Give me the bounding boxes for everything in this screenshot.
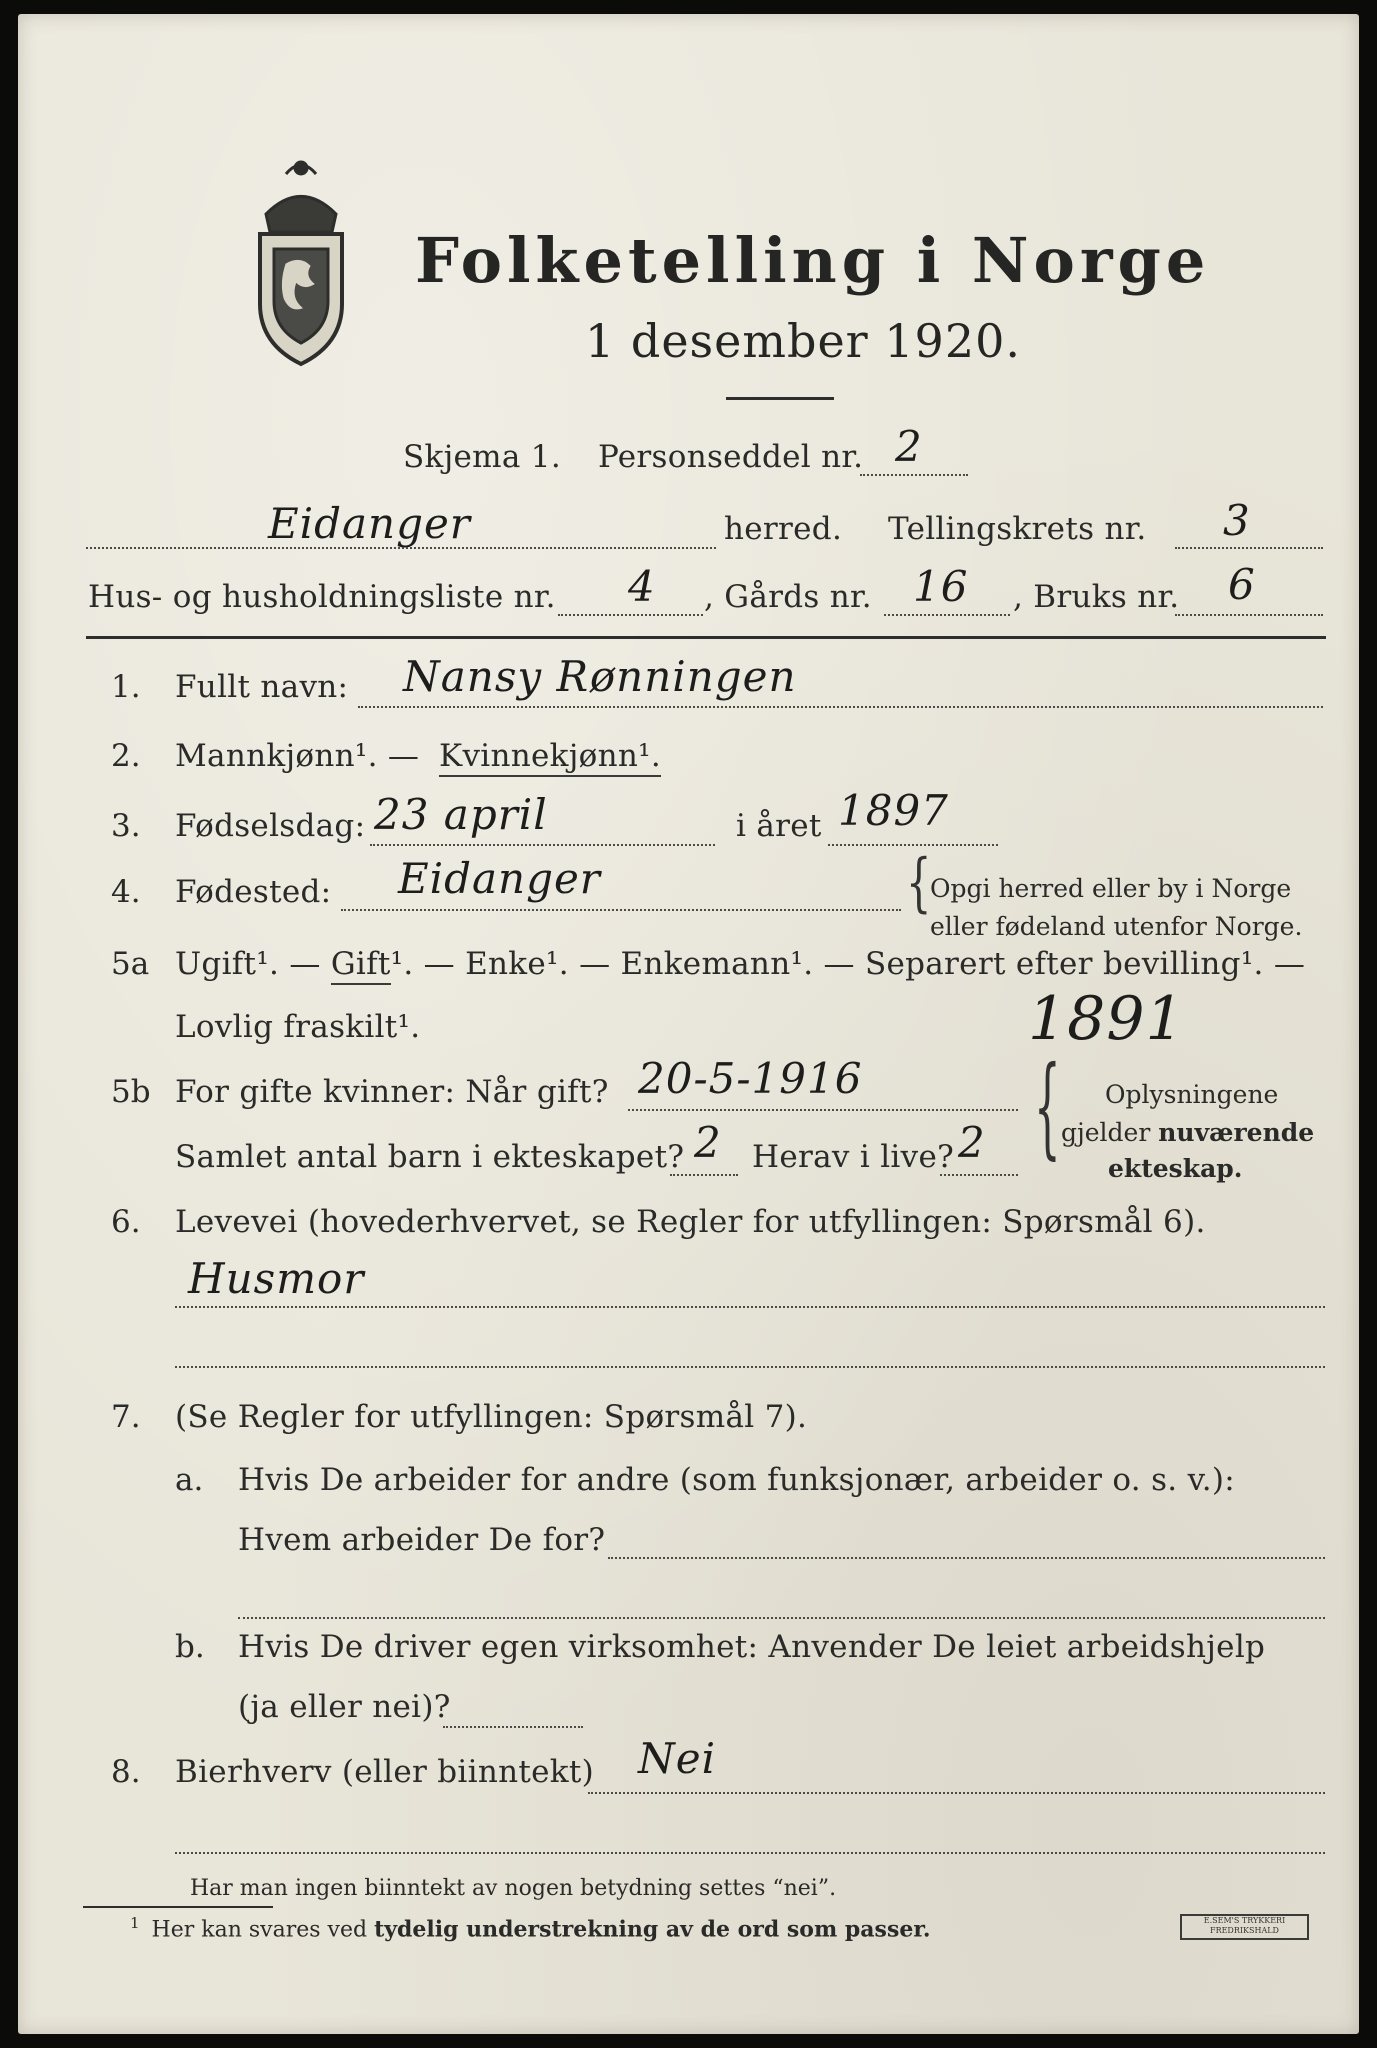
q7a-field-line2	[238, 1617, 1325, 1619]
footnote-divider	[83, 1906, 273, 1908]
gards-value: 16	[913, 562, 969, 611]
q3-label: Fødselsdag:	[175, 808, 366, 844]
q7-number: 7.	[111, 1399, 141, 1435]
q6-occupation-value: Husmor	[188, 1254, 365, 1303]
footnote-number: 1	[130, 1914, 140, 1932]
q2-number: 2.	[111, 738, 141, 774]
q4-birthplace-value: Eidanger	[398, 854, 601, 903]
personseddel-label: Personseddel nr.	[598, 439, 864, 475]
schema-label: Skjema 1.	[403, 439, 561, 475]
herred-value: Eidanger	[268, 499, 471, 548]
printer-mark	[1180, 1914, 1309, 1940]
q8-value: Nei	[638, 1734, 717, 1783]
q4-note-line1: Opgi herred eller by i Norge	[930, 874, 1292, 903]
q7-label: (Se Regler for utfyllingen: Spørsmål 7).	[175, 1399, 808, 1435]
q6-label: Levevei (hovederhvervet, se Regler for utfyllingen: Spørsmål 6).	[175, 1204, 1206, 1240]
q5b-married-label: For gifte kvinner: Når gift?	[175, 1074, 609, 1110]
q5a-annotation: 1891	[1028, 984, 1185, 1054]
hus-label: Hus- og husholdningsliste nr.	[88, 579, 556, 615]
q4-note-line2: eller fødeland utenfor Norge.	[930, 912, 1303, 941]
herred-label: herred.	[724, 511, 843, 547]
q7a-label: Hvis De arbeider for andre (som funksjonær, arbeider o. s. v.):	[238, 1462, 1236, 1498]
hus-field-line	[558, 614, 703, 616]
q5a-ugift: Ugift¹. —	[175, 946, 331, 982]
q5a-number: 5a	[111, 946, 150, 982]
form-title: Folketelling i Norge	[415, 224, 1211, 297]
q7b-number: b.	[175, 1629, 205, 1665]
bruks-label: , Bruks nr.	[1013, 579, 1180, 615]
q4-label: Fødested:	[175, 874, 332, 910]
footnote	[130, 1914, 931, 1942]
form-date: 1 desember 1920.	[585, 314, 1021, 368]
q6-field-line1	[175, 1306, 1325, 1308]
q3-date-field-line	[370, 844, 715, 846]
q5b-children-field-line	[670, 1174, 738, 1176]
q5b-note-brace: {	[1034, 1042, 1061, 1171]
q6-field-line2	[175, 1366, 1325, 1368]
q3-number: 3.	[111, 808, 141, 844]
q4-number: 4.	[111, 874, 141, 910]
census-form-paper	[18, 14, 1359, 2034]
q5b-living-field-line	[940, 1174, 1018, 1176]
q8-label: Bierhverv (eller biinntekt)	[175, 1754, 595, 1790]
q5b-living-label: Herav i live?	[752, 1139, 955, 1175]
q7a-number: a.	[175, 1462, 204, 1498]
q1-label: Fullt navn:	[175, 669, 349, 705]
q2-label-male: Mannkjønn¹. —	[175, 738, 420, 774]
gards-label: , Gårds nr.	[704, 579, 872, 615]
title-divider	[726, 397, 834, 400]
q1-full-name-value: Nansy Rønningen	[403, 652, 797, 701]
personseddel-value: 2	[895, 422, 923, 471]
q8-field-line	[588, 1792, 1325, 1794]
q5a-text	[175, 946, 1305, 982]
q5a-line2: Lovlig fraskilt¹.	[175, 1009, 421, 1045]
q5b-note-gjelder: gjelder	[1061, 1118, 1159, 1147]
q5a-rest: ¹. — Enke¹. — Enkemann¹. — Separert efter bevilling¹. —	[390, 946, 1306, 982]
q5a-gift-underlined: Gift	[331, 946, 391, 985]
q7a-label2: Hvem arbeider De for?	[238, 1522, 606, 1558]
tellingskrets-label: Tellingskrets nr.	[888, 511, 1147, 547]
q4-note-brace: {	[906, 846, 932, 920]
q3-year-label: i året	[736, 808, 822, 844]
q5b-married-value: 20-5-1916	[638, 1054, 863, 1103]
hus-value: 4	[628, 562, 656, 611]
personseddel-field-line	[860, 474, 968, 476]
q5b-note-current: nuværende	[1158, 1118, 1315, 1147]
q5b-number: 5b	[111, 1074, 151, 1110]
q8-number: 8.	[111, 1754, 141, 1790]
q5b-children-label: Samlet antal barn i ekteskapet?	[175, 1139, 685, 1175]
herred-field-line	[86, 547, 716, 549]
q5b-note-line3: ekteskap.	[1108, 1154, 1243, 1183]
q5b-children-value: 2	[694, 1118, 722, 1167]
footnote-text: Her kan svares ved	[151, 1917, 375, 1943]
q4-field-line	[341, 909, 901, 911]
printer-mark-line2: FREDRIKSHALD	[1210, 1926, 1279, 1935]
q7b-label2: (ja eller nei)?	[238, 1689, 451, 1725]
gards-field-line	[884, 614, 1010, 616]
q7b-field-line	[443, 1726, 583, 1728]
q5b-living-value: 2	[958, 1118, 986, 1167]
q7a-field-line1	[608, 1557, 1325, 1559]
tellingskrets-field-line	[1175, 547, 1323, 549]
q5b-note-line2	[1061, 1118, 1314, 1147]
norway-coat-of-arms-icon	[246, 154, 356, 369]
q2-label-female-underlined: Kvinnekjønn¹.	[439, 738, 661, 777]
tellingskrets-value: 3	[1223, 496, 1251, 545]
q3-birthday-value: 23 april	[374, 790, 548, 839]
q6-number: 6.	[111, 1204, 141, 1240]
bruks-field-line	[1175, 614, 1323, 616]
bruks-value: 6	[1228, 560, 1256, 609]
q1-field-line	[358, 706, 1323, 708]
q7b-label: Hvis De driver egen virksomhet: Anvender De leiet arbeidshjelp	[238, 1629, 1266, 1665]
q1-number: 1.	[111, 669, 141, 705]
q5b-note-line1: Oplysningene	[1105, 1080, 1279, 1109]
q8-field-line2	[175, 1852, 1325, 1854]
footer-note: Har man ingen biinntekt av nogen betydning settes “nei”.	[190, 1876, 837, 1901]
q3-year-value: 1897	[838, 786, 949, 835]
header-divider	[86, 636, 1326, 639]
footnote-text-bold: tydelig understrekning av de ord som passer.	[374, 1916, 931, 1943]
printer-mark-line1: E.SEM'S TRYKKERI	[1203, 1916, 1286, 1925]
q5b-married-field-line	[628, 1109, 1018, 1111]
